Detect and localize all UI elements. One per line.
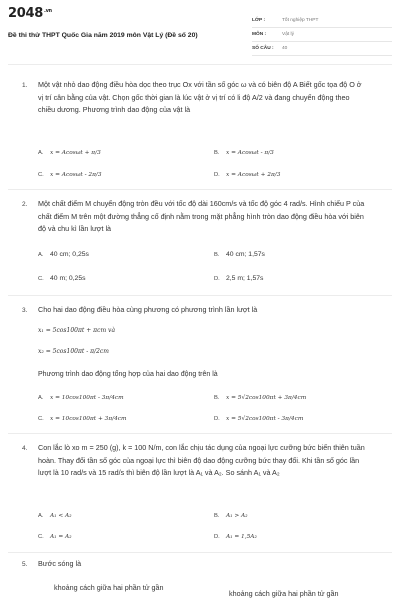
option-text: A₁ = A₂: [50, 534, 72, 540]
option-a[interactable]: [38, 251, 89, 258]
exam-title: Đề thi thử THPT Quốc Gia năm 2019 môn Vật Lý (Đề số 20): [8, 32, 198, 39]
option-c[interactable]: [38, 275, 86, 282]
equation-x1: [38, 327, 115, 334]
meta-value: Vật lý: [282, 32, 294, 37]
option-text: x = Acosωt + 2π/3: [226, 172, 281, 178]
question-number: 1.: [22, 82, 28, 89]
option-text: x = 10cos100πt - 3π/4cm: [50, 395, 124, 401]
option-text: x = Acosωt - π/3: [226, 150, 274, 156]
option-key: D.: [214, 534, 220, 540]
option-b[interactable]: [214, 251, 265, 258]
meta-row-count: [252, 42, 392, 56]
option-text: 40 cm; 1,57s: [226, 251, 265, 258]
option-a[interactable]: [54, 583, 164, 592]
option-key: B.: [214, 395, 220, 401]
equation-text: x₁ = 5cos100πt + πcm và: [38, 327, 116, 334]
option-key: C.: [38, 534, 44, 540]
question-number: 3.: [22, 307, 28, 314]
question-divider: [8, 433, 392, 434]
option-key: B.: [214, 150, 220, 156]
option-a[interactable]: [38, 149, 101, 156]
option-key: B.: [214, 252, 220, 258]
question-divider: [8, 295, 392, 296]
option-text: A₁ = 1,5A₂: [226, 534, 257, 540]
meta-key: SỐ CÂU :: [252, 46, 274, 51]
option-key: A.: [38, 395, 44, 401]
option-text: x = Acosωt + π/3: [50, 150, 101, 156]
option-text: 40 cm; 0,25s: [50, 251, 89, 258]
option-text: khoảng cách giữa hai phần tử gần: [229, 589, 339, 598]
option-b[interactable]: [214, 149, 274, 156]
meta-row-subject: [252, 28, 392, 42]
meta-row-class: [252, 14, 392, 28]
option-b[interactable]: [229, 589, 339, 598]
option-key: B.: [214, 513, 220, 519]
question-text: Một chất điểm M chuyển động tròn đều với tốc độ dài 160cm/s và tốc độ góc 4 rad/s. Hình chiếu P của chất điểm M trên một đường thẳng cố định nằm trong mặt phẳng hình tròn dao động điều hòa với biên độ và chu kì lần lượt là: [38, 199, 365, 233]
option-b[interactable]: [214, 394, 306, 401]
option-key: D.: [214, 416, 220, 422]
equation-x2: [38, 348, 109, 355]
option-d[interactable]: [214, 171, 280, 178]
question-number: 2.: [22, 201, 28, 208]
meta-key: LỚP :: [252, 18, 266, 23]
option-a[interactable]: [38, 512, 72, 519]
option-key: C.: [38, 276, 44, 282]
option-key: A.: [38, 252, 44, 258]
page-header: [0, 0, 400, 62]
option-key: A.: [38, 150, 44, 156]
question-divider: [8, 189, 392, 190]
option-a[interactable]: [38, 394, 124, 401]
question-number: 5.: [22, 561, 28, 568]
option-text: khoảng cách giữa hai phần tử gần: [54, 583, 164, 592]
question-text: Bước sóng là: [38, 559, 82, 568]
option-c[interactable]: [38, 533, 72, 540]
equation-text: x₂ = 5cos100πt - π/2cm: [38, 348, 109, 355]
meta-value: Tốt nghiệp THPT: [282, 18, 319, 23]
option-text: A₁ < A₂: [50, 513, 72, 519]
option-d[interactable]: [214, 533, 257, 540]
option-key: C.: [38, 416, 44, 422]
question-text: Con lắc lò xo m = 250 (g), k = 100 N/m, con lắc chịu tác dụng của ngoại lực cưỡng bức biến thiên tuần hoàn. Thay đổi tần số góc của ngoại lực thì biên độ dao động cưỡng bức thay đổi. Khi tần số góc lần lượt là 10 rad/s và 15 rad/s thì biên độ lần lượt là A₁ và A₂. So sánh A₁ và A₂: [38, 443, 365, 477]
option-text: 2,5 m; 1,57s: [226, 275, 264, 282]
option-key: A.: [38, 513, 44, 519]
option-d[interactable]: [214, 275, 263, 282]
option-c[interactable]: [38, 171, 102, 178]
option-text: 40 m; 0,25s: [50, 275, 86, 282]
exam-meta: [252, 14, 392, 56]
meta-key: MÔN :: [252, 32, 267, 37]
meta-value: 40: [282, 46, 288, 51]
question-divider: [8, 552, 392, 553]
logo-text: 2048: [8, 6, 43, 21]
logo-suffix: .vn: [43, 7, 52, 14]
option-d[interactable]: [214, 415, 303, 422]
question-number: 4.: [22, 445, 28, 452]
option-c[interactable]: [38, 415, 127, 422]
option-text: A₁ > A₂: [226, 513, 248, 519]
option-key: D.: [214, 276, 220, 282]
option-b[interactable]: [214, 512, 248, 519]
site-logo[interactable]: [8, 6, 52, 21]
option-text: x = 5√2cos100πt - 3π/4cm: [226, 416, 304, 422]
header-divider: [8, 64, 392, 65]
option-key: C.: [38, 172, 44, 178]
question-subtext: Phương trình dao động tổng hợp của hai dao động trên là: [38, 371, 218, 378]
question-text: Cho hai dao động điều hòa cùng phương có phương trình lần lượt là: [38, 305, 258, 314]
option-text: x = 10cos100πt + 3π/4cm: [50, 416, 127, 422]
option-text: x = 5√2cos100πt + 3π/4cm: [226, 395, 307, 401]
option-text: x = Acosωt - 2π/3: [50, 172, 102, 178]
question-text: Một vật nhỏ dao động điều hòa dọc theo trục Ox với tần số góc ω và có biên độ A Biết gốc tọa độ O ở vị trí cân bằng của vật. Chọn gốc thời gian là lúc vật ở vị trí có li độ A/2 và đang chuyển động theo chiều dương. Phương trình dao động của vật là: [38, 80, 362, 114]
option-key: D.: [214, 172, 220, 178]
